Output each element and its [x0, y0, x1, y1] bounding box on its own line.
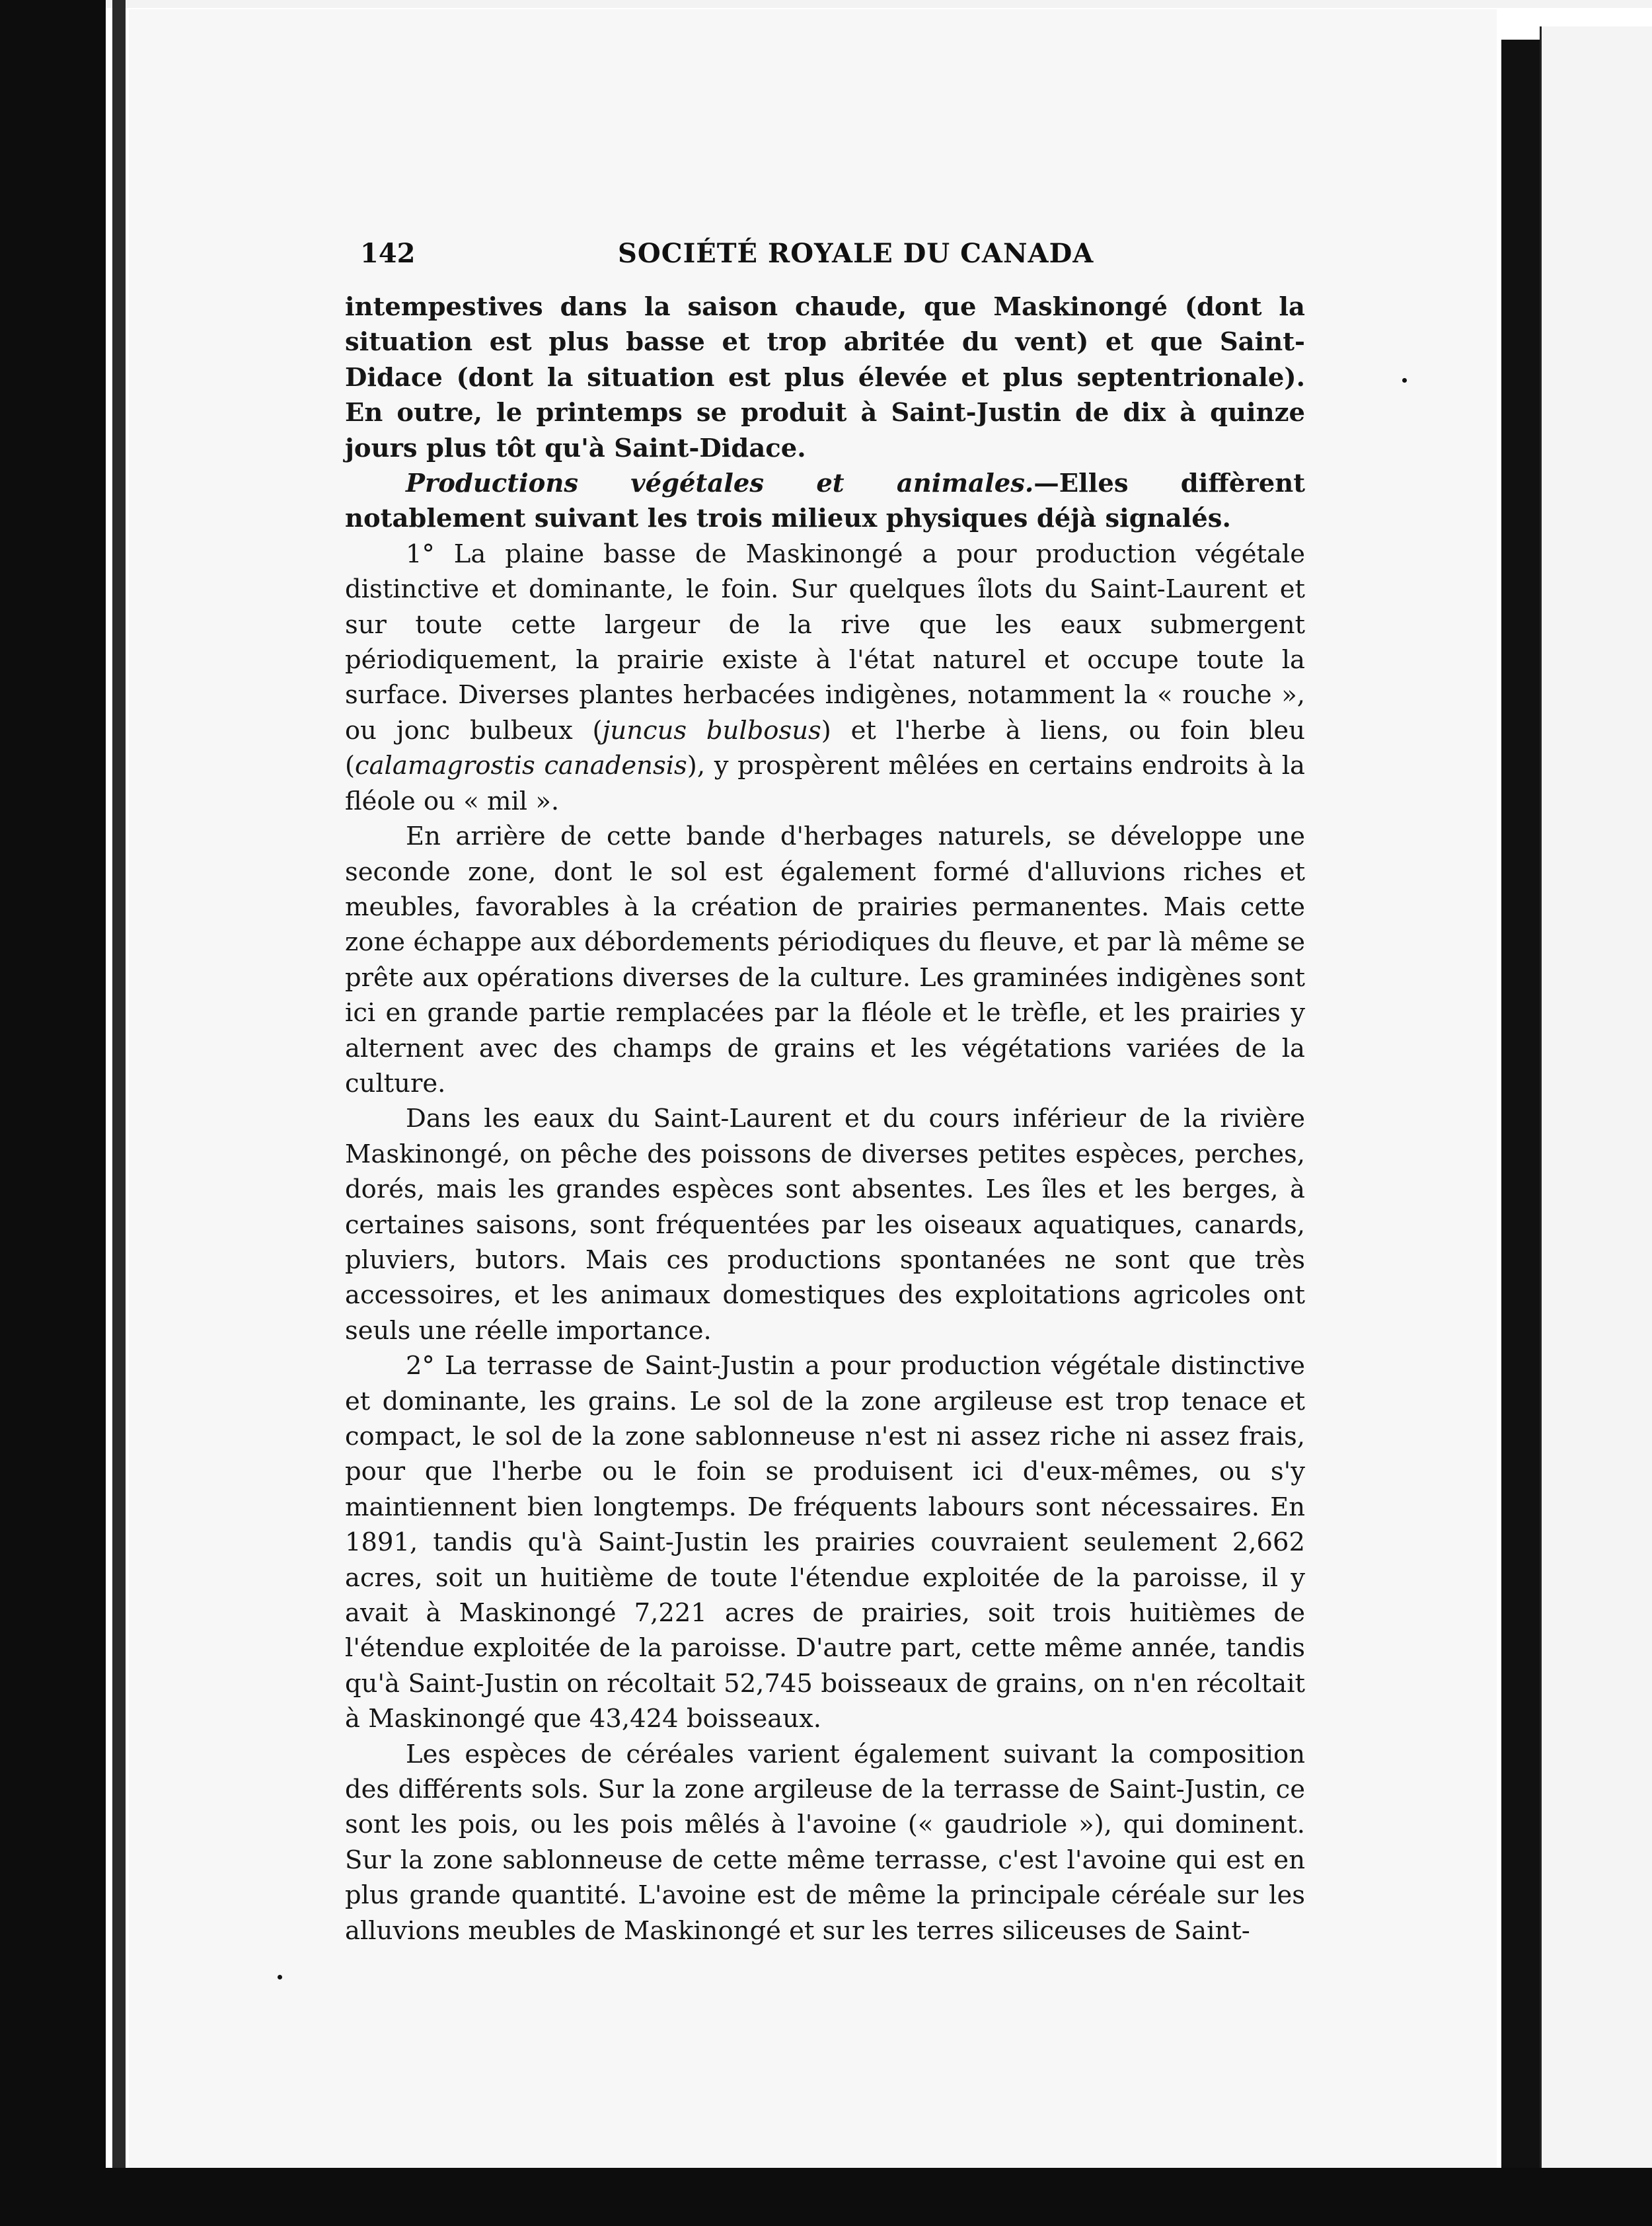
paragraph: 2° La terrasse de Saint-Justin a pour production végétale distinctive et dominante, les grains. Le sol de la zone argileuse est trop tenace et compact, le sol de la zone sablonneuse n'est ni assez riche ni assez frais, pour que l'herbe ou le foin se produisent ici d'eux-mêmes, ou s'y maintiennent bien longtemps. De fréquents labours sont nécessaires. En 1891, tandis qu'à Saint-Justin les prairies couvraient seulement 2,662 acres, soit un huitième de toute l'étendue exploitée de la paroisse, il y avait à Maskinongé 7,221 acres de prairies, soit trois huitièmes de l'étendue exploitée de la paroisse. D'autre part, cette même année, tandis qu'à Saint-Justin on récoltait 52,745 boisseaux de grains, on n'en récoltait à Maskinongé que 43,424 boisseaux.	[345, 1351, 1305, 1734]
section-heading: Productions végétales et animales.	[406, 469, 1034, 499]
page-number: 142	[360, 238, 416, 269]
paragraph: 1° La plaine basse de Maskinongé a pour production végétale distinctive et dominante, le foin. Sur quelques îlots du Saint-Laurent et sur toute cette largeur de la rive que les eaux submergent périodiquement, la prairie existe à l'état naturel et occupe toute la surface. Diverses plantes herbacées indigènes, notamment la « rouche », ou jonc bulbeux (juncus bulbosus) et l'herbe à liens, ou foin bleu (calamagrostis canadensis), y prospèrent mêlées en certains endroits à la fléole ou « mil ».	[345, 539, 1306, 816]
body-text	[345, 289, 1305, 1948]
latin-name: juncus bulbosus	[602, 715, 821, 746]
paragraph: Productions végétales et animales.—Elles diffèrent notablement suivant les trois milieux physiques déjà signalés.	[345, 469, 1305, 534]
scan-speck	[278, 1975, 282, 1979]
scan-bottom-border	[0, 2168, 1652, 2226]
running-title: SOCIÉTÉ ROYALE DU CANADA	[618, 238, 1094, 269]
scan-top-edge	[0, 0, 1652, 8]
page-header	[360, 238, 1312, 278]
facing-page-edge	[1540, 26, 1652, 2181]
paragraph: En arrière de cette bande d'herbages naturels, se développe une seconde zone, dont le sol est également formé d'alluvions riches et meubles, favorables à la création de prairies permanentes. Mais cette zone échappe aux débordements périodiques du fleuve, et par là même se prête aux opérations diverses de la culture. Les graminées indigènes sont ici en grande partie remplacées par la fléole et le trèfle, et les prairies y alternent avec des champs de grains et les végétations variées de la culture.	[345, 822, 1305, 1098]
scan-right-border	[1501, 40, 1540, 2181]
scan-speck	[1402, 378, 1407, 383]
paragraph: Dans les eaux du Saint-Laurent et du cours inférieur de la rivière Maskinongé, on pêche des poissons de diverses petites espèces, perches, dorés, mais les grandes espèces sont absentes. Les îles et les berges, à certaines saisons, sont fréquentées par les oiseaux aquatiques, canards, pluviers, butors. Mais ces productions spontanées ne sont que très accessoires, et les animaux domestiques des exploitations agricoles ont seuls une réelle importance.	[345, 1104, 1305, 1346]
paragraph: Les espèces de céréales varient également suivant la composition des différents sols. Sur la zone argileuse de la terrasse de Saint-Justin, ce sont les pois, ou les pois mêlés à l'avoine (« gaudriole »), qui dominent. Sur la zone sablonneuse de cette même terrasse, c'est l'avoine qui est en plus grande quantité. L'avoine est de même la principale céréale sur les alluvions meubles de Maskinongé et sur les terres siliceuses de Saint-	[345, 1739, 1305, 1946]
paragraph: intempestives dans la saison chaude, que Maskinongé (dont la situation est plus basse et trop abritée du vent) et que Saint-Didace (dont la situation est plus élevée et plus septentrionale). En outre, le printemps se produit à Saint-Justin de dix à quinze jours plus tôt qu'à Saint-Didace.	[345, 292, 1305, 463]
scan-left-border	[0, 0, 106, 2226]
latin-name: calamagrostis canadensis	[355, 751, 687, 781]
